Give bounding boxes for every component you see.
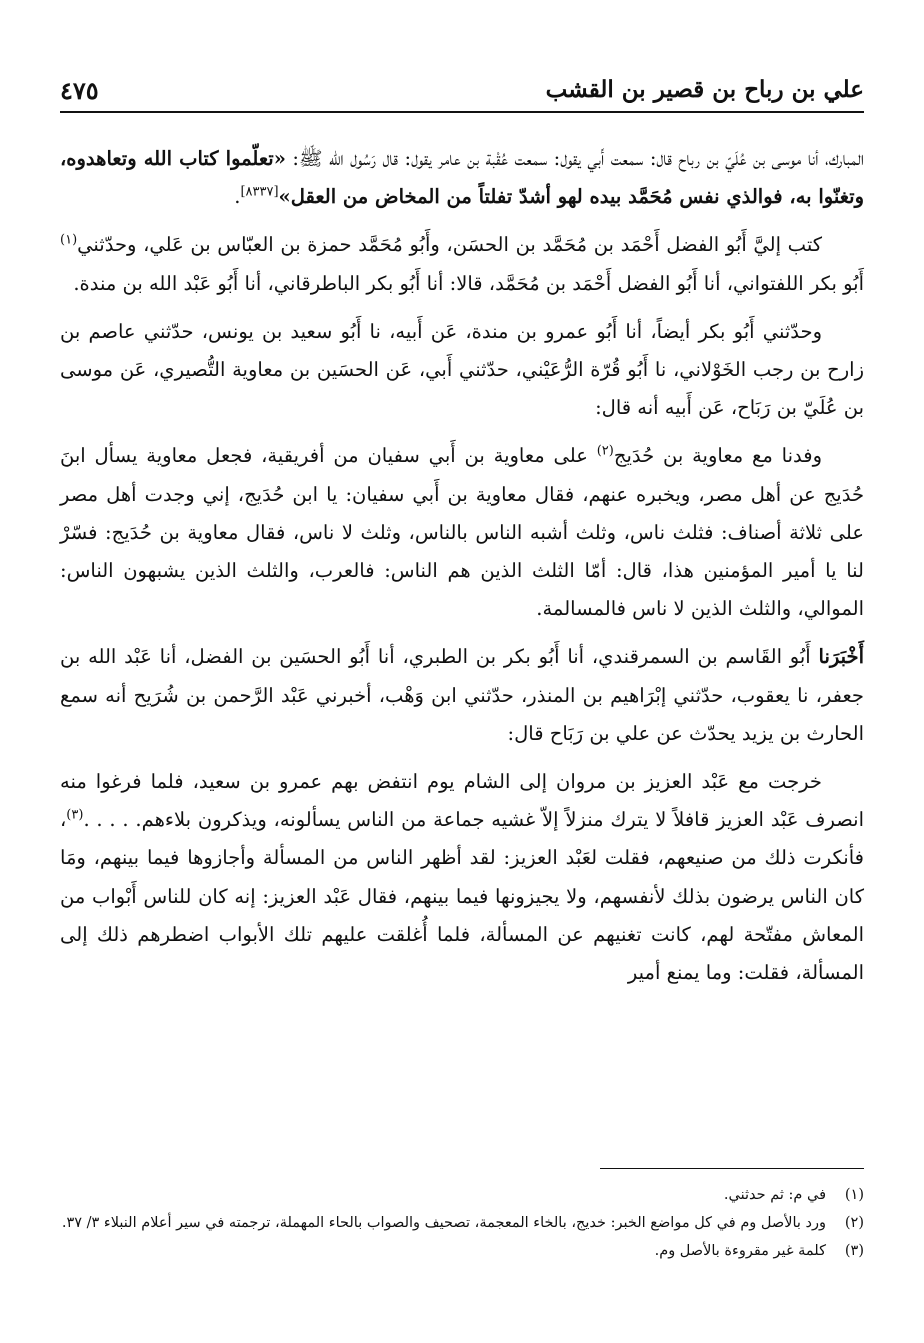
paragraph-2-text-b: أَبُو بكر اللفتواني، أنا أَبُو الفضل أَحْمَد بن مُحَمَّد، قالا: أنا أَبُو بكر الباطرقاني، أنا أَبُو عَبْد الله بن مندة. bbox=[73, 271, 864, 295]
paragraph-2 bbox=[60, 226, 864, 302]
hadith-quote: «تعلّموا كتاب الله وتعاهدوه، وتغنّوا به، فوالذي نفس مُحَمَّد بيده لهو أشدّ تفلتاً من المخاض من العقل» bbox=[60, 147, 864, 209]
footnote-number: (٣) bbox=[844, 1243, 864, 1259]
footnote-text: في م: ثم حدثني. bbox=[723, 1187, 826, 1203]
paragraph-3-text: وحدّثني أَبُو بكر أيضاً، أنا أَبُو عمرو بن مندة، عَن أَبيه، نا أَبُو سعيد بن يونس، حدّثني عاصم بن زارح بن رجب الخَوْلاني، نا أَبُو قُرّة الرُّعَيْني، حدّثني أَبي، عَن الحسَين بن معاوية التُّصيري، عَن موسى بن عُلَيّ بن رَبَاح، عَن أَبيه أنه قال: bbox=[60, 319, 864, 420]
akhbarana-keyword: أَخْبَرَنا bbox=[818, 645, 864, 669]
footnote-1 bbox=[60, 1183, 864, 1208]
paragraph-2-text-a: كتب إليَّ أَبُو الفضل أَحْمَد بن مُحَمَّد بن الحسَن، وأَبُو مُحَمَّد حمزة بن العبّاس بن عَلي، وحدّثني bbox=[77, 233, 822, 257]
footnote-text: ورد بالأصل وم في كل مواضع الخبر: خديج، بالخاء المعجمة، تصحيف والصواب بالحاء المهملة، ترجمته في سير أعلام النبلاء ٣/ ٣٧. bbox=[61, 1215, 826, 1231]
footnotes bbox=[60, 1180, 864, 1264]
footnote-text: كلمة غير مقروءة بالأصل وم. bbox=[654, 1243, 826, 1259]
page-header bbox=[60, 70, 864, 110]
header-divider bbox=[60, 111, 864, 113]
footnote-ref-3: (٣) bbox=[66, 807, 84, 823]
paragraph-6-text-a: خرجت مع عَبْد العزيز بن مروان إلى الشام يوم انتفض بهم عمرو بن سعيد، فلما فرغوا منه انصرف عَبْد العزيز قافلاً لا يترك منزلاً إلاّ غشيه جماعة من الناس يسألونه، ويذكرون بلاءهم. . . . . bbox=[60, 770, 864, 832]
paragraph-4 bbox=[60, 437, 864, 628]
footnote-number: (٢) bbox=[844, 1215, 864, 1231]
footnote-ref-2: (٢) bbox=[596, 443, 614, 459]
footnote-ref-1: (١) bbox=[60, 232, 78, 248]
main-text bbox=[60, 140, 864, 992]
paragraph-6 bbox=[60, 763, 864, 992]
paragraph-4-text-a: وفدنا مع معاوية بن حُدَيج bbox=[613, 444, 822, 468]
page-number: ٤٧٥ bbox=[60, 76, 99, 105]
paragraph-5 bbox=[60, 638, 864, 753]
paragraph-5-text: أَبُو القَاسم بن السمرقندي، أنا أَبُو بكر بن الطبري، أنا أَبُو الحسَين بن الفضل، أنا عَبْد الله بن جعفر، نا يعقوب، حدّثني إبْرَاهيم بن المنذر، حدّثني ابن وَهْب، أخبرني عَبْد الرَّحمن بن شُرَيح أنه سمع الحارث بن يزيد يحدّث عن علي بن رَبَاح قال: bbox=[60, 645, 864, 745]
hadith-number-ref: [٨٣٣٧] bbox=[240, 184, 279, 200]
paragraph-4-text-b: على معاوية بن أَبي سفيان من أفريقية، فجعل معاوية يسأل ابنَ حُدَيج عن أهل مصر، ويخبره عنهم، فقال معاوية بن أَبي سفيان: يا ابن حُدَيج، إني وجدت أهل مصر على ثلاثة أصناف: فثلث ناس، وثلث أشبه الناس بالناس، وثلث لا ناس، فقال معاوية بن حُدَيج: فسّرْ لنا يا أمير المؤمنين هذا، قال: أمّا الثلث الذين هم الناس: فالعرب، والثلث الذين يشبهون الناس: الموالي، والثلث الذين لا ناس فالمسالمة. bbox=[60, 444, 864, 621]
paragraph-1-text-b: . bbox=[234, 185, 241, 209]
running-title: علي بن رباح بن قصير بن القشب bbox=[545, 76, 864, 103]
paragraph-3 bbox=[60, 313, 864, 428]
paragraph-1 bbox=[60, 140, 864, 216]
footnote-3 bbox=[60, 1239, 864, 1264]
footnote-number: (١) bbox=[844, 1187, 864, 1203]
footnote-divider bbox=[600, 1168, 864, 1169]
footnote-2 bbox=[60, 1211, 864, 1236]
paragraph-1-text-a: المبارك، أنا موسى بن عُلَيّ بن رباح قال: سمعت أَبي يقول: سمعت عُقْبة بن عامر يقول: قال رَسُول الله ﷺ: bbox=[285, 147, 865, 170]
paragraph-6-text-b: ، فأنكرت ذلك من صنيعهم، فقلت لعَبْد العزيز: لقد أظهر الناس من المسألة وأجازوها فيما بينهم، ومَا كان الناس يرضون بذلك لأنفسهم، ولا يجيزونها فيما بينهم، فقال عَبْد العزيز: إنه كان للناس أَبْواب من المعاش مفتّحة لهم، كانت تغنيهم عن المسألة، فلما أُغلقت عليهم تلك الأبواب اضطرهم ذلك إلى المسألة، فقلت: وما يمنع أمير bbox=[60, 808, 864, 985]
